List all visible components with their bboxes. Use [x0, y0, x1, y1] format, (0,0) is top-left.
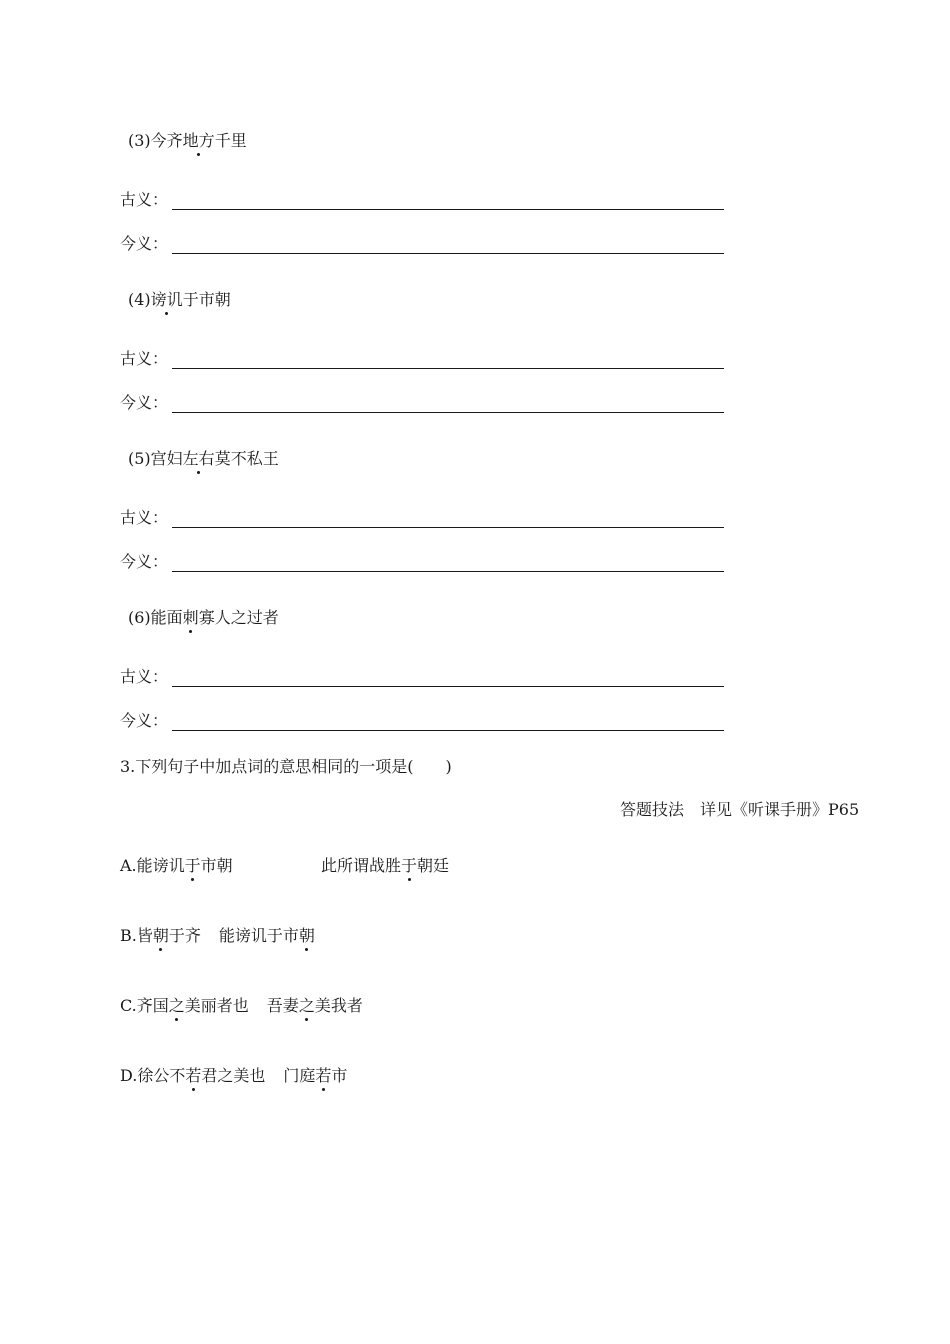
ancient-meaning-blank-5[interactable]: [172, 527, 724, 528]
question-3-dotted-word: 地方: [182, 131, 215, 150]
question-5-sentence: [128, 449, 279, 469]
question-3-pre: (3)今齐: [128, 131, 183, 150]
ancient-meaning-blank-3[interactable]: [172, 209, 724, 210]
option-a-part2: 市朝: [200, 856, 233, 875]
ancient-meaning-blank-6[interactable]: [172, 686, 724, 687]
option-a-second-sentence: [321, 856, 449, 876]
question-6-sentence: [128, 608, 279, 628]
option-a-part3: 此所谓战胜: [321, 856, 402, 875]
question-3-stem: 3.下列句子中加点词的意思相同的一项是( ): [120, 757, 452, 776]
ancient-meaning-blank-4[interactable]: [172, 368, 724, 369]
ancient-meaning-label: 古义：: [120, 667, 169, 686]
question-6-dotted-word: 刺: [182, 608, 199, 627]
option-a[interactable]: [120, 856, 233, 876]
modern-meaning-label: 今义：: [120, 711, 169, 730]
question-4-sentence: [128, 290, 231, 310]
option-c[interactable]: [120, 996, 363, 1016]
question-6-pre: (6)能面: [128, 608, 183, 627]
option-c-part2: 美丽者也: [184, 996, 249, 1015]
modern-meaning-blank-6[interactable]: [172, 730, 724, 731]
modern-meaning-label: 今义：: [120, 234, 169, 253]
modern-meaning-blank-5[interactable]: [172, 571, 724, 572]
modern-meaning-label: 今义：: [120, 552, 169, 571]
option-c-part3: 吾妻: [266, 996, 299, 1015]
question-4-dotted-word: 谤讥: [150, 290, 183, 309]
question-6-post: 寡人之过者: [198, 608, 279, 627]
question-4-pre: (4): [128, 290, 151, 309]
ancient-meaning-label: 古义：: [120, 190, 169, 209]
option-d-part4: 市: [331, 1066, 348, 1085]
option-d-dotted-2: 若: [315, 1066, 332, 1085]
option-b-part2: 于齐: [168, 926, 201, 945]
ancient-meaning-label: 古义：: [120, 349, 169, 368]
option-a-dotted-2: 于: [401, 856, 418, 875]
question-5-post: 莫不私王: [214, 449, 279, 468]
option-b-part3: 能谤讥于市: [218, 926, 299, 945]
question-5-pre: (5)宫妇: [128, 449, 183, 468]
option-b-dotted-1: 朝: [152, 926, 169, 945]
modern-meaning-blank-3[interactable]: [172, 253, 724, 254]
option-d-part1: D.徐公不: [120, 1066, 186, 1085]
option-d-part2: 君之美也: [201, 1066, 266, 1085]
option-d-dotted-1: 若: [185, 1066, 202, 1085]
option-c-dotted-1: 之: [168, 996, 185, 1015]
option-c-dotted-2: 之: [298, 996, 315, 1015]
option-b-part1: B.皆: [120, 926, 153, 945]
ancient-meaning-label: 古义：: [120, 508, 169, 527]
option-a-dotted-1: 于: [184, 856, 201, 875]
option-b[interactable]: [120, 926, 315, 946]
option-a-part4: 朝廷: [417, 856, 450, 875]
question-5-dotted-word: 左右: [182, 449, 215, 468]
option-b-dotted-2: 朝: [298, 926, 315, 945]
question-4-post: 于市朝: [182, 290, 231, 309]
option-c-part1: C.齐国: [120, 996, 169, 1015]
question-3-post: 千里: [214, 131, 247, 150]
option-a-part1: A.能谤讥: [120, 856, 185, 875]
modern-meaning-label: 今义：: [120, 393, 169, 412]
question-3-sentence: [128, 131, 247, 151]
answer-tip: 答题技法 详见《听课手册》P65: [620, 800, 860, 819]
option-d-part3: 门庭: [283, 1066, 316, 1085]
option-c-part4: 美我者: [314, 996, 363, 1015]
modern-meaning-blank-4[interactable]: [172, 412, 724, 413]
option-d[interactable]: [120, 1066, 347, 1086]
